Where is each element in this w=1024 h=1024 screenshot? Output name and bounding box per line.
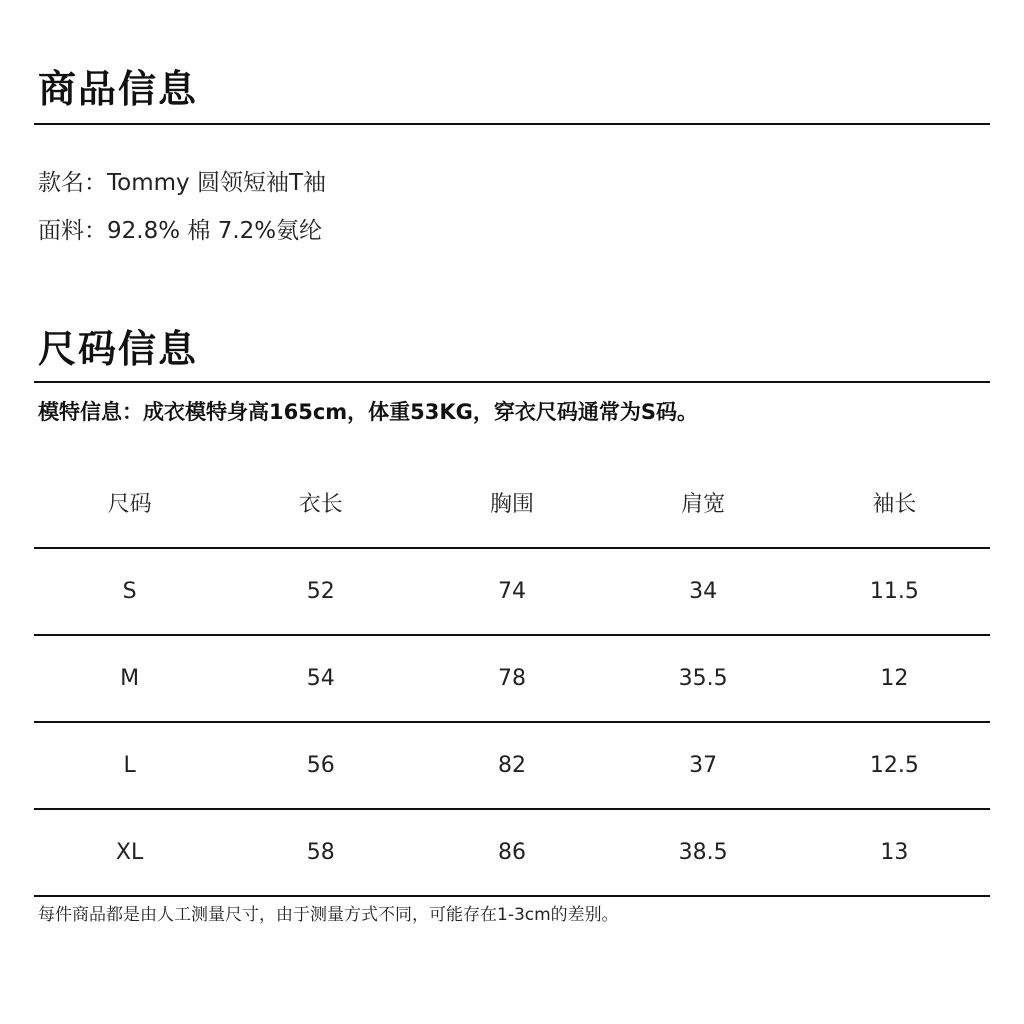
style-name-line: 款名：Tommy 圆领短袖T袖 [38, 170, 326, 196]
cell-length: 52 [306, 579, 335, 604]
cell-chest: 74 [497, 579, 526, 604]
measurement-footnote: 每件商品都是由人工测量尺寸，由于测量方式不同，可能存在1-3cm的差别。 [38, 905, 619, 925]
cell-shoulder: 35.5 [678, 666, 728, 691]
cell-chest: 86 [497, 840, 526, 865]
header-size: 尺码 [107, 492, 152, 517]
header-sleeve: 袖长 [872, 492, 917, 517]
cell-shoulder: 34 [689, 579, 718, 604]
cell-sleeve: 13 [880, 840, 909, 865]
cell-sleeve: 12.5 [869, 753, 919, 778]
size-info-divider [34, 381, 990, 383]
header-shoulder: 肩宽 [681, 492, 726, 517]
cell-length: 56 [306, 753, 335, 778]
product-info-divider [34, 123, 990, 125]
cell-chest: 82 [497, 753, 526, 778]
size-info-title: 尺码信息 [38, 327, 199, 371]
cell-size: M [120, 666, 140, 691]
cell-chest: 78 [497, 666, 526, 691]
cell-sleeve: 11.5 [869, 579, 919, 604]
cell-shoulder: 37 [689, 753, 718, 778]
table-row [34, 636, 990, 722]
cell-length: 54 [306, 666, 335, 691]
table-row [34, 723, 990, 809]
cell-sleeve: 12 [880, 666, 909, 691]
fabric-line: 面料：92.8% 棉 7.2%氨纶 [38, 218, 323, 244]
product-info-title: 商品信息 [38, 67, 199, 111]
header-length: 衣长 [298, 492, 343, 517]
table-row [34, 549, 990, 635]
cell-size: XL [115, 840, 144, 865]
model-info-note: 模特信息：成衣模特身高165cm，体重53KG，穿衣尺码通常为S码。 [38, 400, 699, 424]
header-chest: 胸围 [489, 492, 534, 517]
cell-size: L [123, 753, 136, 778]
cell-shoulder: 38.5 [678, 840, 728, 865]
cell-length: 58 [306, 840, 335, 865]
table-divider [34, 895, 990, 897]
size-table-header [34, 490, 990, 520]
cell-size: S [122, 579, 137, 604]
table-row [34, 810, 990, 896]
